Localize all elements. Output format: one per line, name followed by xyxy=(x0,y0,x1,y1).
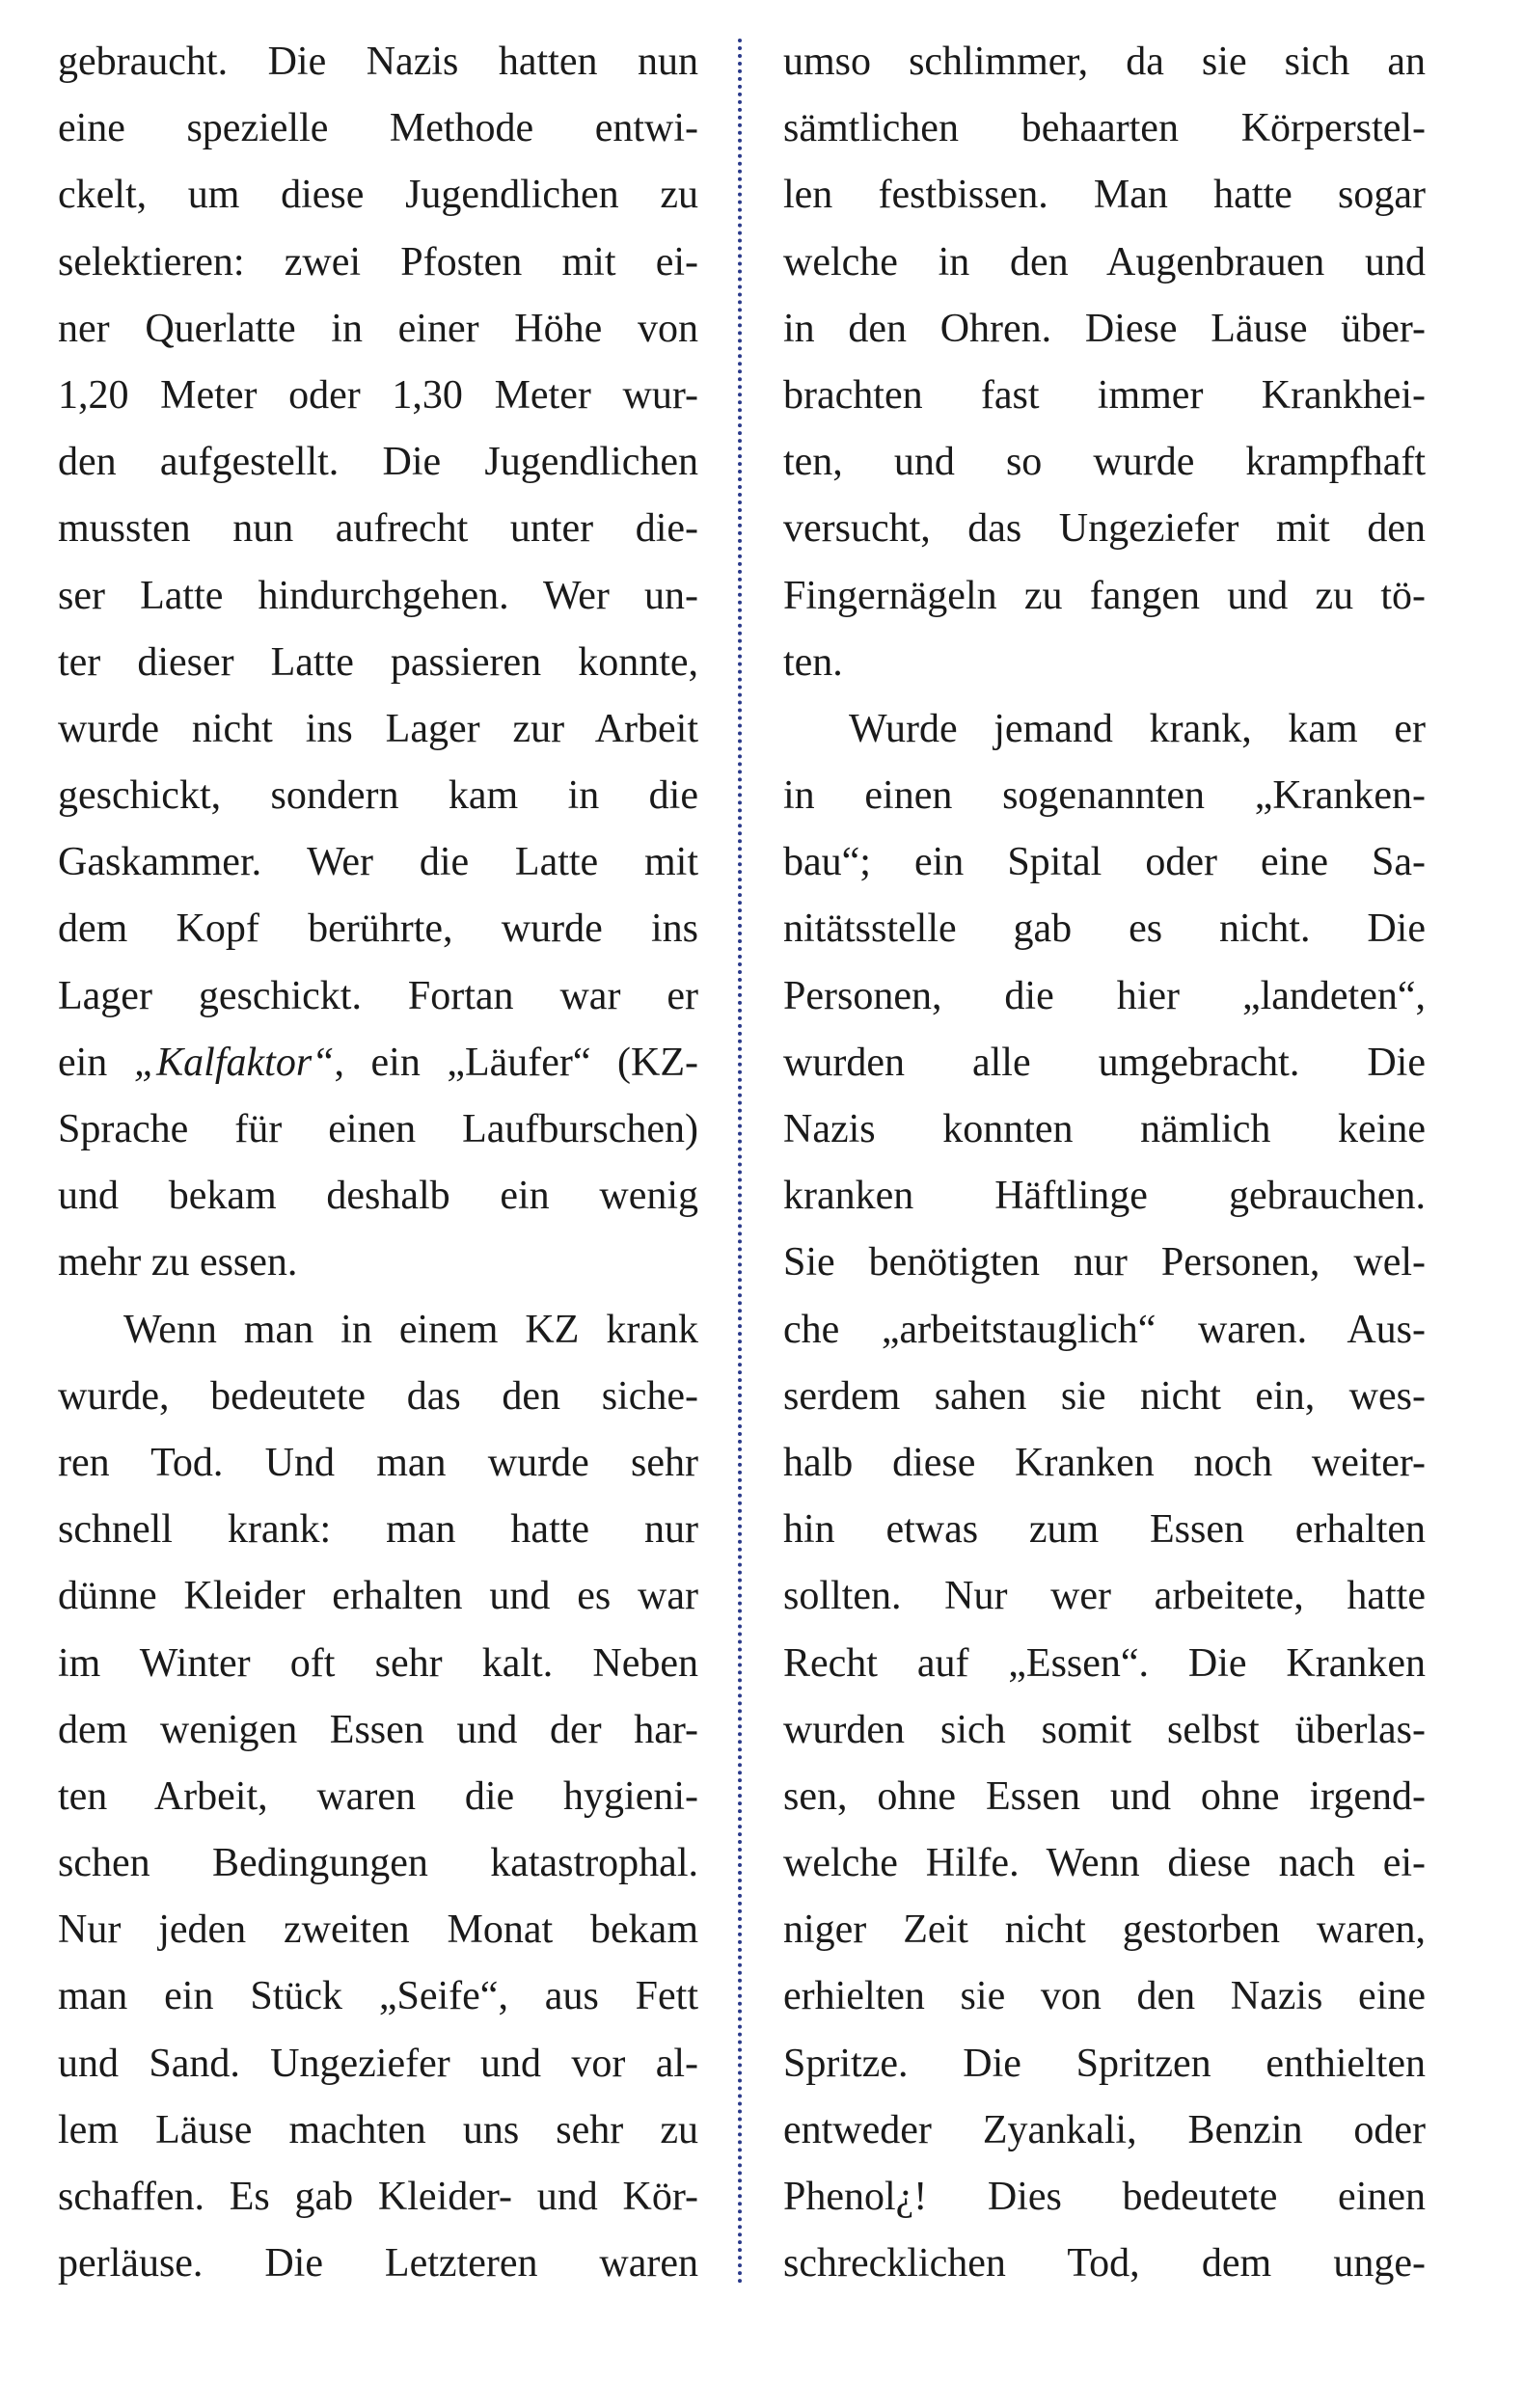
text-line: schen Bedingungen katastrophal. xyxy=(58,1841,698,1886)
text-line: mussten nun aufrecht unter die- xyxy=(58,506,698,552)
text-line: umso schlimmer, da sie sich an xyxy=(783,40,1426,84)
text-line: sen, ohne Essen und ohne irgend- xyxy=(783,1773,1426,1819)
text-line xyxy=(58,1030,698,1096)
text-line: niger Zeit nicht gestorben waren, xyxy=(783,1907,1426,1953)
text-line: ser Latte hindurchgehen. Wer un- xyxy=(58,573,698,618)
text-line: sämtlichen behaarten Körperstel- xyxy=(783,106,1426,151)
text-line: gebraucht. Die Nazis hatten nun xyxy=(58,40,698,84)
text-line: man ein Stück „Seife“, aus Fett xyxy=(58,1974,698,2019)
text-line: brachten fast immer Krankhei- xyxy=(783,372,1426,418)
text-line: dünne Kleider erhalten und es war xyxy=(58,1574,698,1619)
text-line: welche in den Augenbrauen und xyxy=(783,239,1426,284)
text-line: Gaskammer. Wer die Latte mit xyxy=(58,840,698,885)
text-line: Fingernägeln zu fangen und zu tö- xyxy=(783,573,1426,618)
text-line: Personen, die hier „landeten“, xyxy=(783,973,1426,1018)
text-line: in einen sogenannten „Kranken- xyxy=(783,773,1426,819)
text-line: dem wenigen Essen und der har- xyxy=(58,1707,698,1752)
text-line: hin etwas zum Essen erhalten xyxy=(783,1507,1426,1553)
text-line: wurden alle umgebracht. Die xyxy=(783,1040,1426,1085)
text-line: 1,20 Meter oder 1,30 Meter wur- xyxy=(58,372,698,418)
text-line: Wurde jemand krank, kam er xyxy=(849,706,1426,751)
text-line: serdem sahen sie nicht ein, wes- xyxy=(783,1373,1426,1419)
text-line: kranken Häftlinge gebrauchen. xyxy=(783,1174,1426,1219)
text-line: Nazis konnten nämlich keine xyxy=(783,1107,1426,1151)
text-line: erhielten sie von den Nazis eine xyxy=(783,1974,1426,2019)
text-line: schaffen. Es gab Kleider- und Kör- xyxy=(58,2175,698,2219)
text-line: Lager geschickt. Fortan war er xyxy=(58,973,698,1018)
text-line: den aufgestellt. Die Jugendlichen xyxy=(58,440,698,485)
text-line: che „arbeitstauglich“ waren. Aus- xyxy=(783,1307,1426,1352)
text-line: ner Querlatte in einer Höhe von xyxy=(58,306,698,351)
text-line: und bekam deshalb ein wenig xyxy=(58,1174,698,1219)
text-line: ten Arbeit, waren die hygieni- xyxy=(58,1773,698,1819)
text-line: Sprache für einen Laufburschen) xyxy=(58,1107,698,1151)
text-segment: ein xyxy=(58,1040,134,1085)
text-line: dem Kopf berührte, wurde ins xyxy=(58,906,698,952)
text-line: halb diese Kranken noch weiter- xyxy=(783,1440,1426,1485)
text-line: nitätsstelle gab es nicht. Die xyxy=(783,906,1426,952)
text-line: ten. xyxy=(783,639,843,685)
left-text-column xyxy=(58,29,698,2297)
text-line: Nur jeden zweiten Monat bekam xyxy=(58,1907,698,1953)
text-line: schrecklichen Tod, dem unge- xyxy=(783,2241,1426,2286)
text-line: geschickt, sondern kam in die xyxy=(58,773,698,819)
text-line: bau“; ein Spital oder eine Sa- xyxy=(783,840,1426,885)
text-line: perläuse. Die Letzteren waren xyxy=(58,2241,698,2286)
text-line: Sie benötigten nur Personen, wel- xyxy=(783,1240,1426,1285)
text-line: lem Läuse machten uns sehr zu xyxy=(58,2107,698,2152)
text-line: ckelt, um diese Jugendlichen zu xyxy=(58,173,698,218)
text-line: ter dieser Latte passieren konnte, xyxy=(58,639,698,685)
text-line: Recht auf „Essen“. Die Kranken xyxy=(783,1640,1426,1686)
text-line: wurde, bedeutete das den siche- xyxy=(58,1373,698,1419)
column-divider-dotted xyxy=(738,39,742,2286)
text-line: Wenn man in einem KZ krank xyxy=(123,1307,698,1352)
text-line: selektieren: zwei Pfosten mit ei- xyxy=(58,239,698,284)
text-line: im Winter oft sehr kalt. Neben xyxy=(58,1640,698,1686)
text-line: welche Hilfe. Wenn diese nach ei- xyxy=(783,1841,1426,1886)
text-line: ren Tod. Und man wurde sehr xyxy=(58,1440,698,1485)
text-line: Phenol¿! Dies bedeutete einen xyxy=(783,2175,1426,2219)
text-line: len festbissen. Man hatte sogar xyxy=(783,173,1426,218)
italic-term: „Kalfaktor“ xyxy=(133,1040,335,1085)
right-text-column xyxy=(783,29,1426,2297)
text-line: ten, und so wurde krampfhaft xyxy=(783,440,1426,485)
text-line: in den Ohren. Diese Läuse über- xyxy=(783,306,1426,351)
text-line: sollten. Nur wer arbeitete, hatte xyxy=(783,1574,1426,1619)
text-line: und Sand. Ungeziefer und vor al- xyxy=(58,2041,698,2086)
text-line: mehr zu essen. xyxy=(58,1240,298,1285)
text-line: wurden sich somit selbst überlas- xyxy=(783,1707,1426,1752)
text-line: schnell krank: man hatte nur xyxy=(58,1507,698,1553)
text-line: wurde nicht ins Lager zur Arbeit xyxy=(58,706,698,751)
text-line: versucht, das Ungeziefer mit den xyxy=(783,506,1426,552)
text-segment: , ein „Läufer“ (KZ- xyxy=(334,1040,698,1085)
text-line: eine spezielle Methode entwi- xyxy=(58,106,698,151)
text-line: Spritze. Die Spritzen enthielten xyxy=(783,2041,1426,2086)
text-line: entweder Zyankali, Benzin oder xyxy=(783,2107,1426,2152)
